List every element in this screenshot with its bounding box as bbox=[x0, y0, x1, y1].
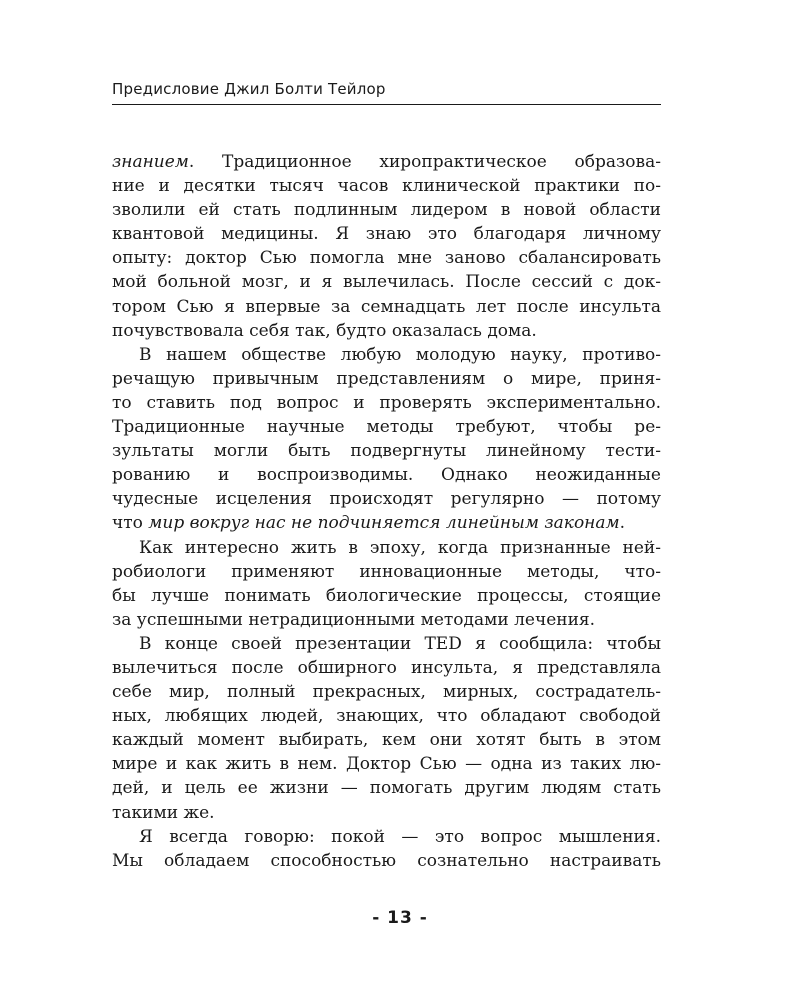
text-line: тором Сью я впервые за семнадцать лет после инсульта bbox=[112, 296, 661, 317]
text-line: себе мир, полный прекрасных, мирных, сострадатель- bbox=[112, 682, 661, 703]
text-line: зультаты могли быть подвергнуты линейному тести- bbox=[112, 441, 661, 462]
text-line: квантовой медицины. Я знаю это благодаря личному bbox=[112, 224, 661, 245]
page-number: - 13 - bbox=[372, 908, 428, 928]
header-rule bbox=[112, 104, 661, 105]
text-line: опыту: доктор Сью помогла мне заново сбалансировать bbox=[112, 248, 661, 269]
text-line: бы лучше понимать биологические процессы, стоящие bbox=[112, 585, 661, 606]
text-line: В конце своей презентации TED я сообщила: чтобы bbox=[139, 633, 661, 654]
italic-emphasis: знанием bbox=[112, 152, 189, 172]
text-line: Как интересно жить в эпоху, когда признанные ней- bbox=[139, 537, 661, 558]
text-line: мой больной мозг, и я вылечилась. После сессий с док- bbox=[112, 272, 661, 293]
text-line: дей, и цель ее жизни — помогать другим людям стать bbox=[112, 778, 661, 799]
text-line: за успешными нетрадиционными методами лечения. bbox=[112, 609, 596, 630]
text-line: рованию и воспроизводимы. Однако неожиданные bbox=[112, 465, 661, 486]
text-line: каждый момент выбирать, кем они хотят быть в этом bbox=[112, 730, 661, 751]
text-line: то ставить под вопрос и проверять экспериментально. bbox=[112, 392, 661, 413]
running-header: Предисловие Джил Болти Тейлор bbox=[112, 80, 386, 98]
text-line: чудесные исцеления происходят регулярно — потому bbox=[112, 489, 661, 510]
body-text bbox=[112, 150, 661, 873]
text-line: ных, любящих людей, знающих, что обладают свободой bbox=[112, 706, 661, 727]
italic-emphasis: мир вокруг нас не подчиняется линейным законам bbox=[148, 513, 620, 534]
text-line: речащую привычным представлениям о мире, приня- bbox=[112, 368, 661, 389]
text-line: В нашем обществе любую молодую науку, противо- bbox=[139, 344, 661, 365]
text-line: Я всегда говорю: покой — это вопрос мышления. bbox=[139, 826, 661, 847]
text-line: робиологи применяют инновационные методы, что- bbox=[112, 561, 661, 582]
text-line: мире и как жить в нем. Доктор Сью — одна из таких лю- bbox=[112, 754, 661, 775]
text-line: что мир вокруг нас не подчиняется линейным законам. bbox=[112, 513, 626, 534]
text-line: почувствовала себя так, будто оказалась дома. bbox=[112, 320, 537, 341]
text-line: Мы обладаем способностью сознательно настраивать bbox=[112, 850, 661, 871]
text-line: вылечиться после обширного инсульта, я представляла bbox=[112, 657, 661, 678]
text-line: такими же. bbox=[112, 802, 215, 823]
text-line: ние и десятки тысяч часов клинической практики по- bbox=[112, 176, 661, 197]
text-line: зволили ей стать подлинным лидером в новой области bbox=[112, 200, 661, 221]
text-line: Традиционные научные методы требуют, чтобы ре- bbox=[112, 417, 661, 438]
text-line: знанием. Традиционное хиропрактическое образова- bbox=[112, 152, 661, 172]
